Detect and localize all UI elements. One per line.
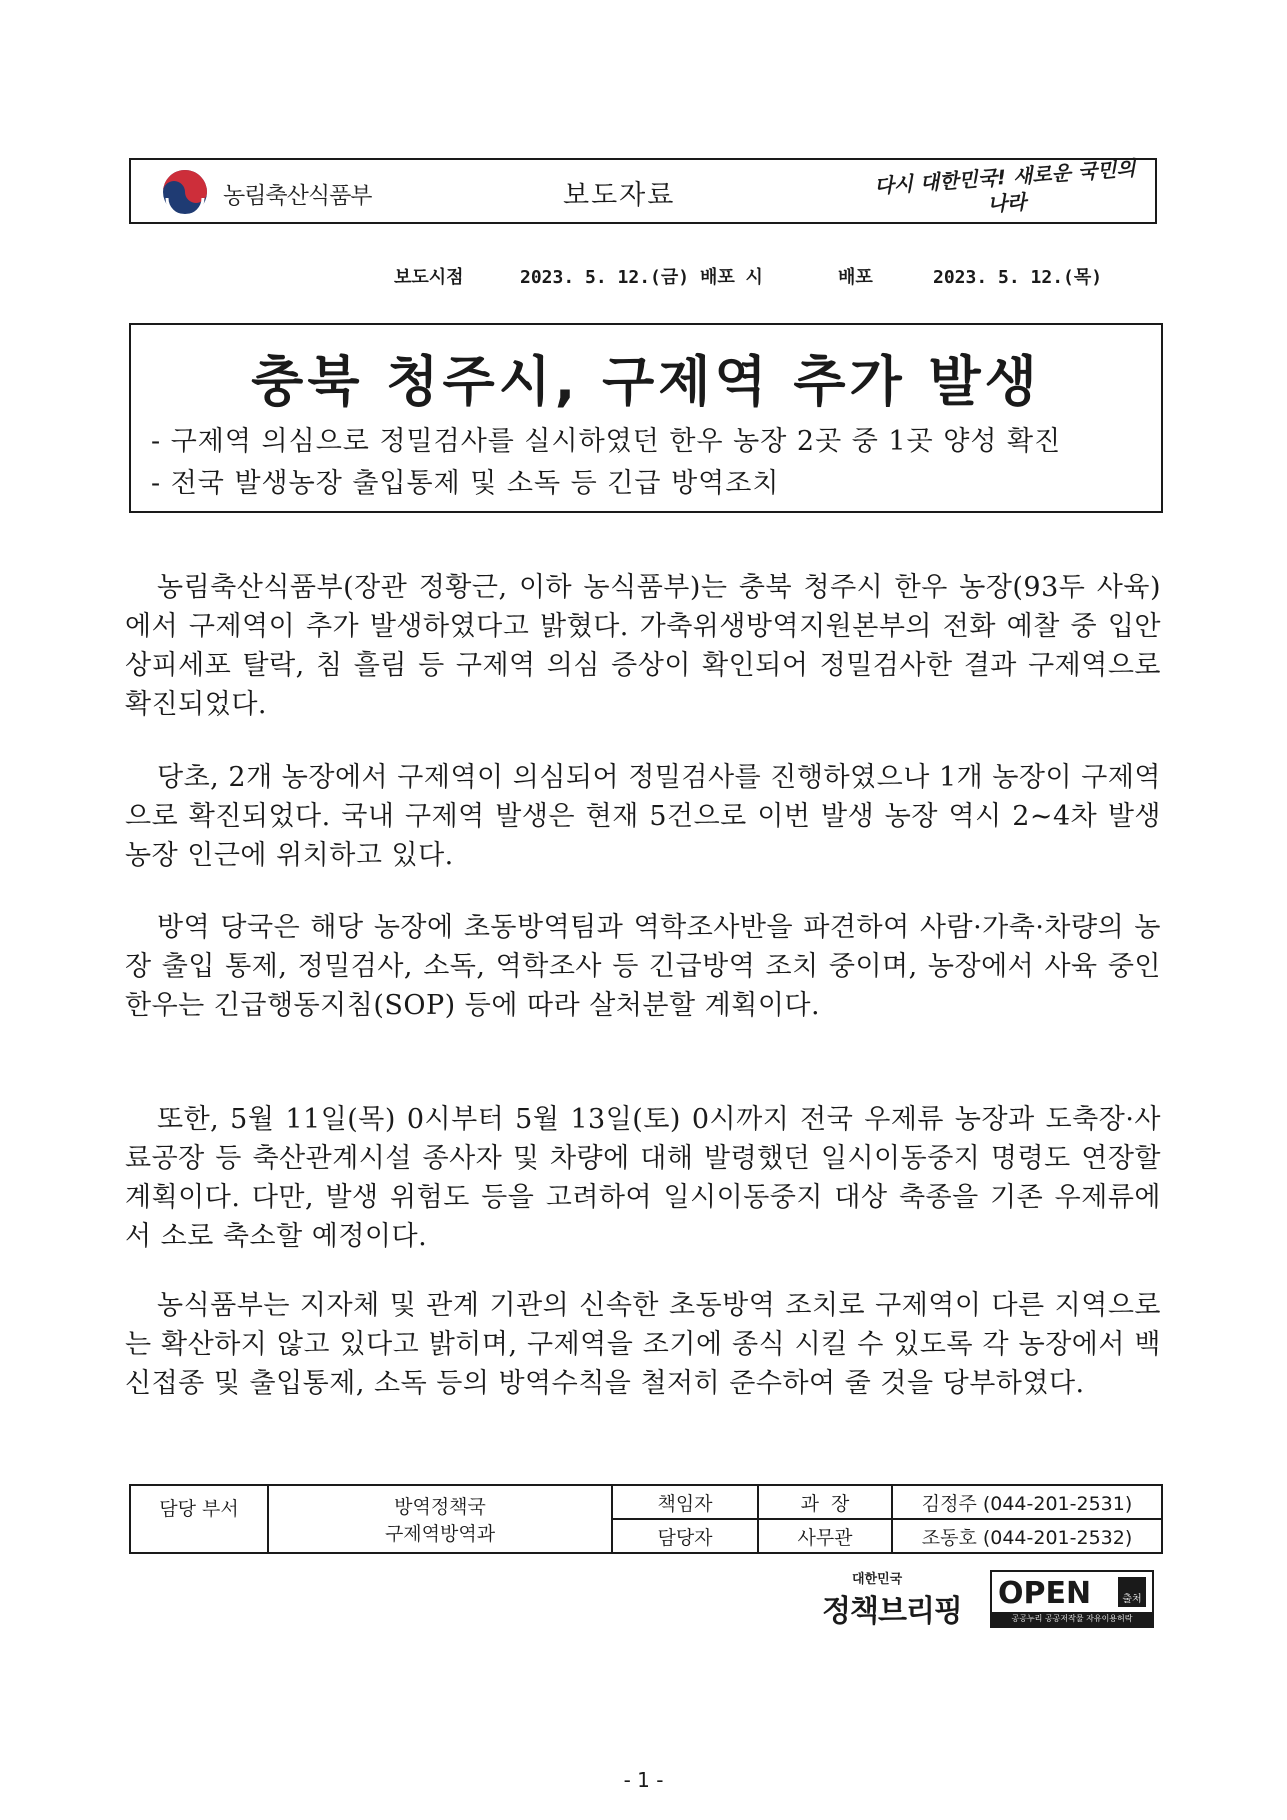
- title-cell: 과 장: [758, 1485, 892, 1519]
- release-time-value: 2023. 5. 12.(금) 배포 시: [520, 267, 763, 288]
- policy-briefing-logo: [822, 1566, 982, 1630]
- subtitle-2: - 전국 발생농장 출입통제 및 소독 등 긴급 방역조치: [151, 468, 780, 499]
- body-paragraph-4: 또한, 5월 11일(목) 0시부터 5월 13일(토) 0시까지 전국 우제류 농장과 도축장·사료공장 등 축산관계시설 종사자 및 차량에 대해 발령했던 일시이동중지 명령도 연장할 계획이다. 다만, 발생 위험도 등을 고려하여 일시이동중지 대상 축종을 기존 우제류에서 소로 축소할 예정이다.: [125, 1104, 1161, 1252]
- dept-label: 담당 부서: [130, 1485, 268, 1553]
- body-paragraph-3: 방역 당국은 해당 농장에 초동방역팀과 역학조사반을 파견하여 사람·가축·차량의 농장 출입 통제, 정밀검사, 소독, 역학조사 등 긴급방역 조치 중이며, 농장에서 사육 중인 한우는 긴급행동지침(SOP) 등에 따라 살처분할 계획이다.: [125, 912, 1161, 1021]
- subtitle-1: - 구제역 의심으로 정밀검사를 실시하였던 한우 농장 2곳 중 1곳 양성 확진: [151, 426, 1062, 457]
- release-info: [0, 263, 1287, 293]
- dept-division: 구제역방역과: [384, 1523, 496, 1545]
- person-cell: 조동호 (044-201-2532): [892, 1519, 1162, 1553]
- government-emblem-icon: [161, 168, 209, 216]
- distribution-value: 2023. 5. 12.(목): [933, 267, 1103, 288]
- press-release-label: 보도자료: [563, 180, 676, 211]
- briefing-main-text: 정책브리핑: [822, 1594, 962, 1629]
- role-cell: 담당자: [612, 1519, 758, 1553]
- headline-title: 충북 청주시, 구제역 추가 발생: [251, 350, 1041, 413]
- body-paragraph-1: 농림축산식품부(장관 정황근, 이하 농식품부)는 충북 청주시 한우 농장(93두 사육)에서 구제역이 추가 발생하였다고 밝혔다. 가축위생방역지원본부의 전화 예찰 중 입안 상피세포 탈락, 침 흘림 등 구제역 의심 증상이 확인되어 정밀검사한 결과 구제역으로 확진되었다.: [125, 572, 1161, 720]
- person-cell: 김정주 (044-201-2531): [892, 1485, 1162, 1519]
- contact-table: [129, 1484, 1163, 1554]
- headline-box: [129, 323, 1163, 513]
- page-number: - 1 -: [623, 1768, 664, 1792]
- role-cell: 책임자: [612, 1485, 758, 1519]
- title-cell: 사무관: [758, 1519, 892, 1553]
- kogl-strip: 공공누리 공공저작물 자유이용허락: [992, 1612, 1152, 1626]
- open-label: OPEN: [998, 1576, 1092, 1611]
- attribution-icon: 출처표시: [1118, 1577, 1146, 1607]
- body-paragraph-5: 농식품부는 지자체 및 관계 기관의 신속한 초동방역 조치로 구제역이 다른 지역으로는 확산하지 않고 있다고 밝히며, 구제역을 조기에 종식 시킬 수 있도록 각 농장에서 백신접종 및 출입통제, 소독 등의 방역수칙을 철저히 준수하여 줄 것을 당부하였다.: [125, 1290, 1161, 1399]
- dept-name: [268, 1485, 612, 1553]
- briefing-small-text: 대한민국: [852, 1572, 903, 1587]
- government-slogan: 다시 대한민국! 새로운 국민의 나라: [873, 155, 1137, 217]
- dept-bureau: 방역정책국: [394, 1496, 486, 1518]
- ministry-name: 농림축산식품부: [223, 183, 372, 209]
- distribution-label: 배포: [838, 267, 873, 288]
- release-time-label: 보도시점: [394, 267, 464, 288]
- press-header: [129, 155, 1157, 224]
- kogl-open-license: [990, 1570, 1154, 1651]
- body-paragraph-2: 당초, 2개 농장에서 구제역이 의심되어 정밀검사를 진행하였으나 1개 농장이 구제역으로 확진되었다. 국내 구제역 발생은 현재 5건으로 이번 발생 농장 역시 2~4차 발생농장 인근에 위치하고 있다.: [125, 762, 1161, 871]
